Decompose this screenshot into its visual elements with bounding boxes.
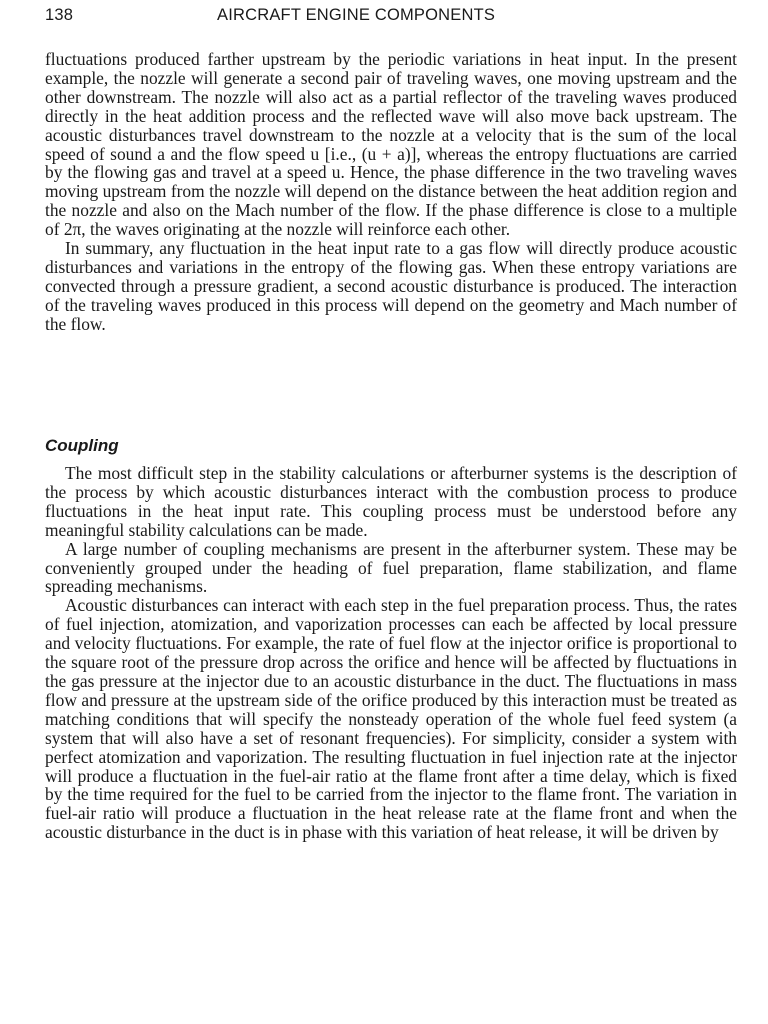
page-header: [45, 6, 745, 28]
page-number: 138: [45, 6, 74, 24]
paragraph: A large number of coupling mechanisms are present in the afterburner system. These may be conveniently grouped under the heading of fuel preparation, flame stabilization, and flame spreading mechanisms.: [45, 538, 737, 597]
paragraph: fluctuations produced farther upstream by the periodic variations in heat input. In the present example, the nozzle will generate a second pair of traveling waves, one moving upstream and the other downstream. The nozzle will also act as a partial reflector of the traveling waves produced directly in the heat addition process and the reflected wave will also move back upstream. The acoustic disturbances travel downstream to the nozzle at a velocity that is the sum of the local speed of sound a and the flow speed u [i.e., (u + a)], whereas the entropy fluctuations are carried by the flowing gas and travel at a speed u. Hence, the phase difference in the two traveling waves moving upstream from the nozzle will depend on the distance between the heat addition region and the nozzle and also on the Mach number of the flow. If the phase difference is close to a multiple of 2π, the waves originating at the nozzle will reinforce each other.: [45, 49, 737, 240]
body-text-top: [45, 50, 737, 334]
section-heading: Coupling: [45, 436, 119, 455]
paragraph: In summary, any fluctuation in the heat input rate to a gas flow will directly produce acoustic disturbances and variations in the entropy of the flowing gas. When these entropy variations are convected through a pressure gradient, a second acoustic disturbance is produced. The interaction of the traveling waves produced in this process will depend on the geometry and Mach number of the flow.: [45, 238, 737, 334]
paragraph: Acoustic disturbances can interact with each step in the fuel preparation process. Thus, the rates of fuel injection, atomization, and vaporization processes can each be affected by local pressure and velocity fluctuations. For example, the rate of fuel flow at the injector orifice is proportional to the square root of the pressure drop across the orifice and hence will be affected by fluctuations in the gas pressure at the injector due to an acoustic disturbance in the duct. The fluctuations in mass flow and pressure at the upstream side of the orifice produced by this interaction must be treated as matching conditions that will specify the nonsteady operation of the whole fuel feed system (a system that will also have a set of resonant frequencies). For simplicity, consider a system with perfect atomization and vaporization. The resulting fluctuation in fuel injection rate at the injector will produce a fluctuation in the fuel-air ratio at the flame front after a time delay, which is fixed by the time required for the fuel to be carried from the injector to the flame front. The variation in fuel-air ratio will produce a fluctuation in the heat release rate at the flame front and when the acoustic disturbance in the duct is in phase with this variation of heat release, it will be driven by: [45, 595, 737, 843]
paragraph: The most difficult step in the stability calculations or afterburner systems is the description of the process by which acoustic disturbances interact with the combustion process to produce fluctuations in the heat input rate. This coupling process must be understood before any meaningful stability calculations can be made.: [45, 463, 737, 540]
running-title: AIRCRAFT ENGINE COMPONENTS: [217, 6, 496, 24]
body-text-coupling: [45, 464, 737, 842]
